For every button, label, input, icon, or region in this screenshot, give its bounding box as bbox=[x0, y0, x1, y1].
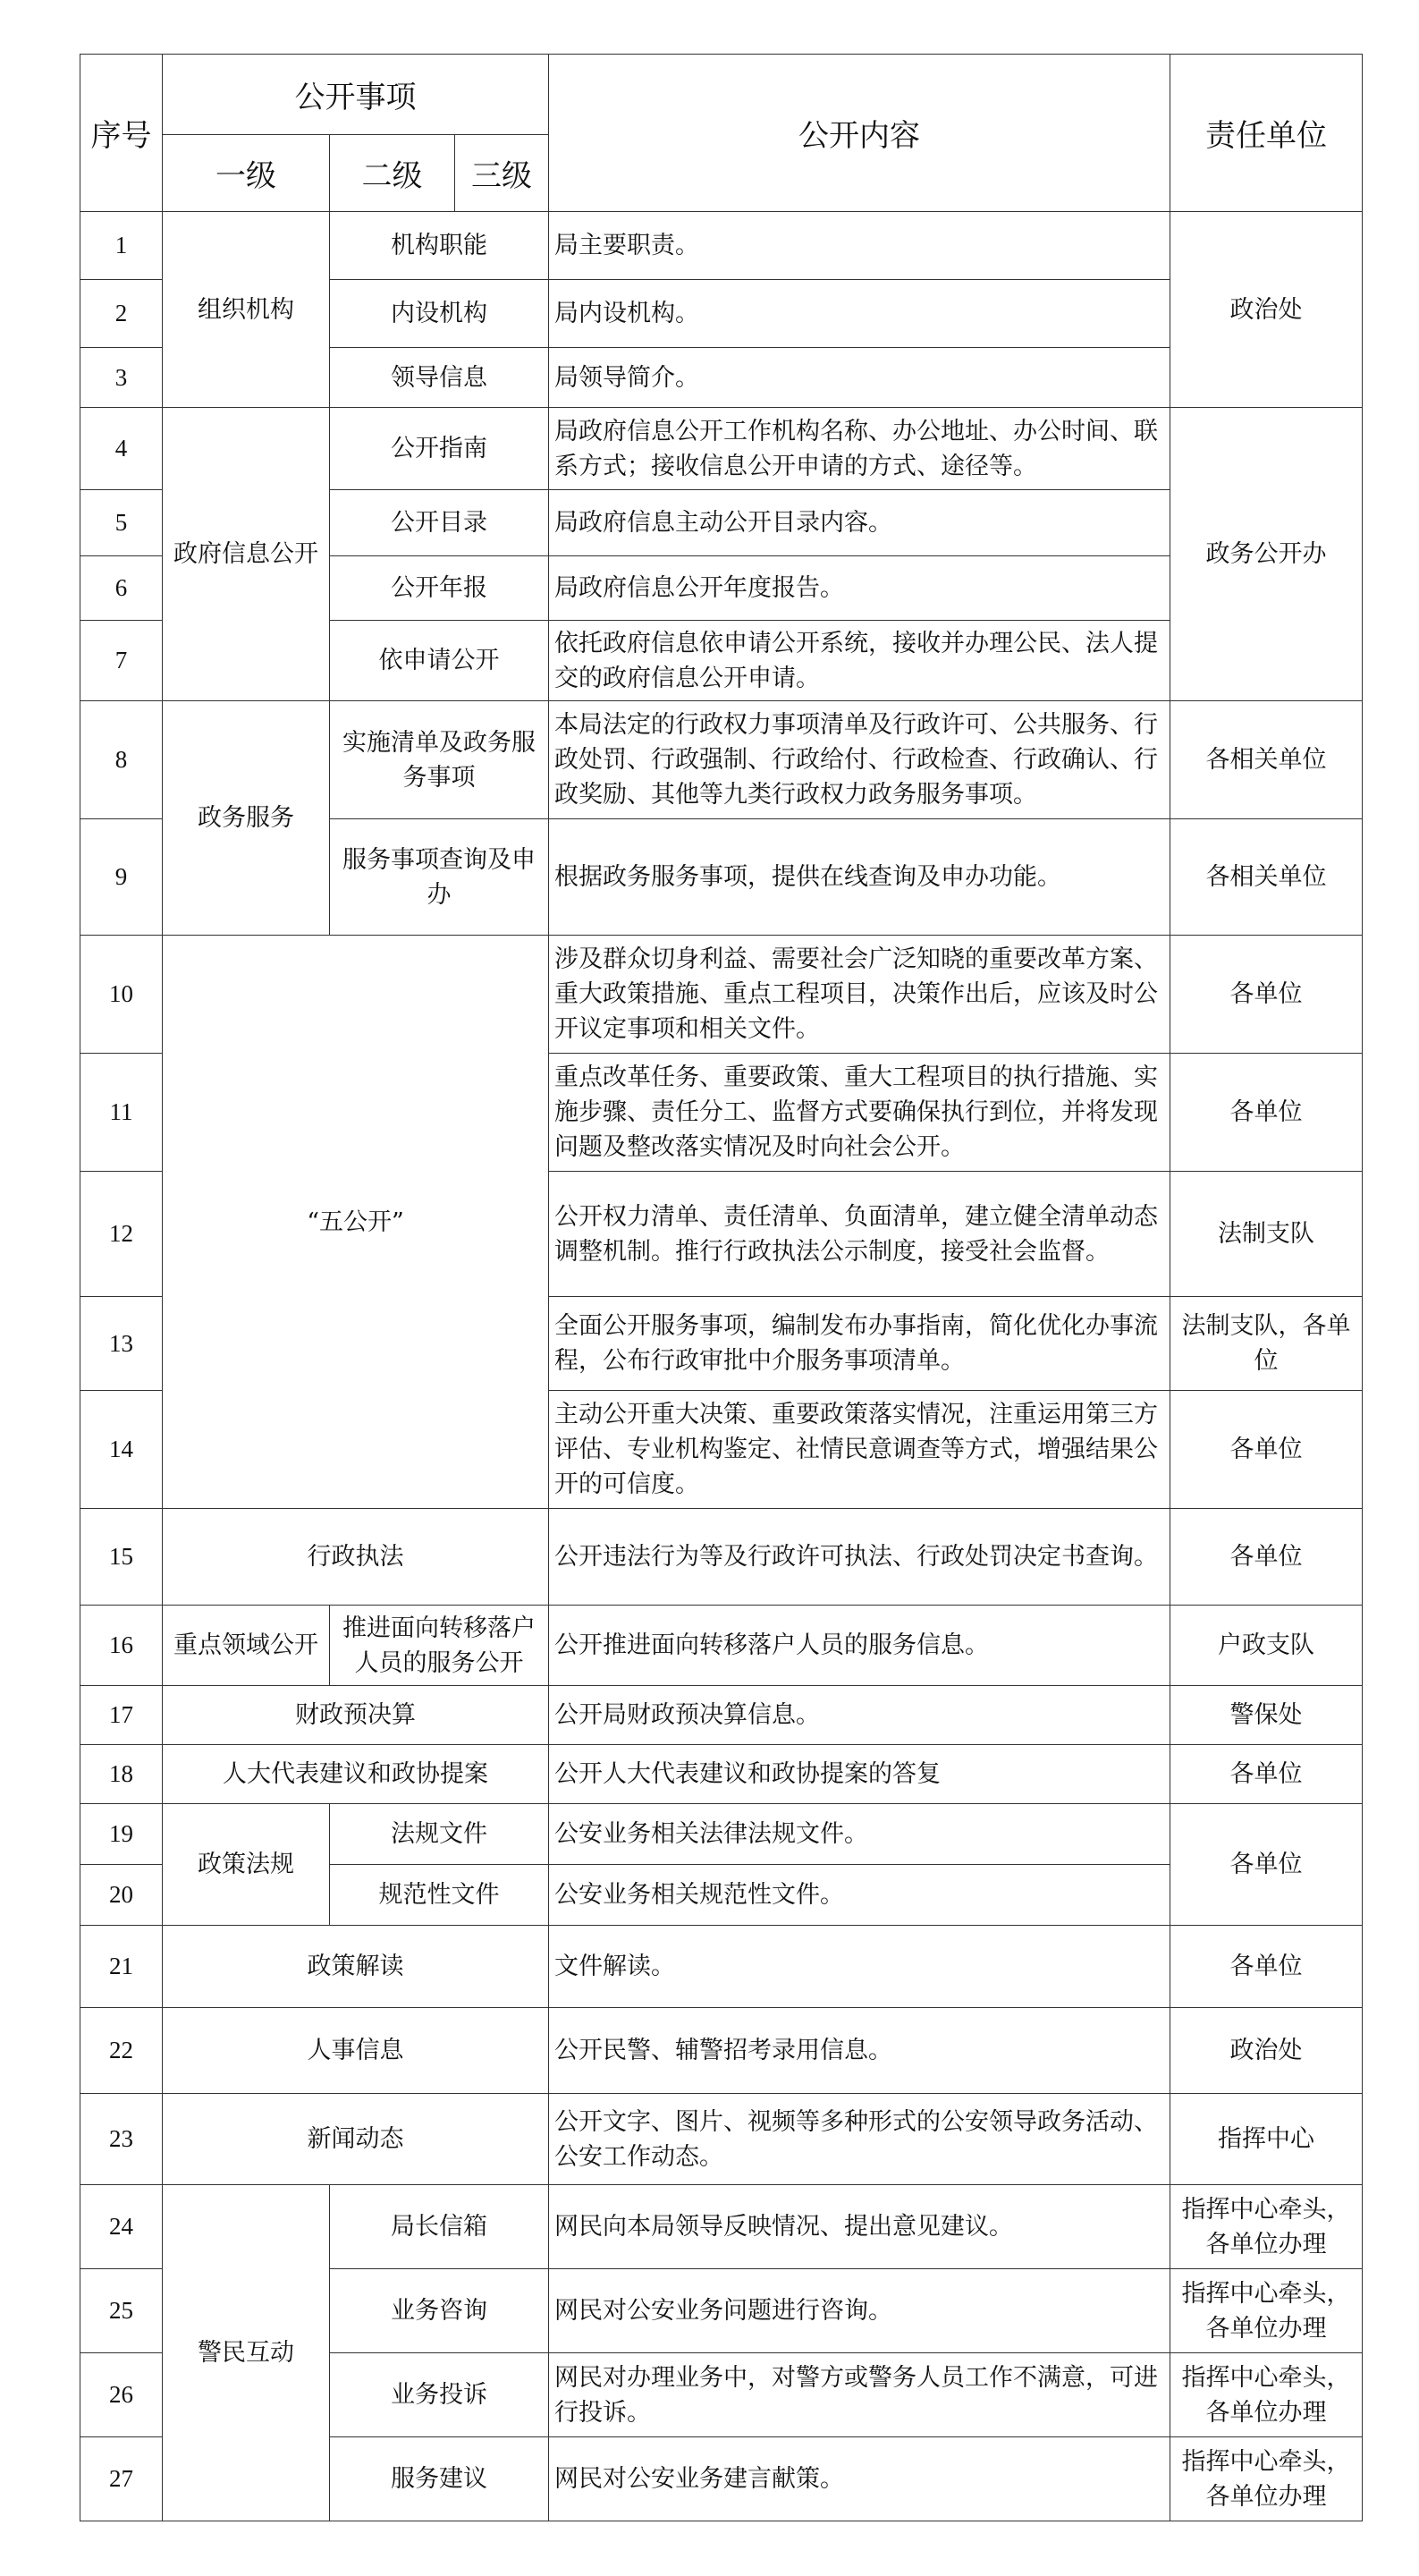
content-cell: 公开人大代表建议和政协提案的答复 bbox=[549, 1745, 1170, 1804]
content-cell: 网民对公安业务建言献策。 bbox=[549, 2437, 1170, 2521]
row-number: 16 bbox=[80, 1606, 163, 1686]
row-number: 12 bbox=[80, 1172, 163, 1297]
row-number: 18 bbox=[80, 1745, 163, 1804]
content-cell: 网民向本局领导反映情况、提出意见建议。 bbox=[549, 2185, 1170, 2269]
header-content: 公开内容 bbox=[549, 55, 1170, 212]
header-matter: 公开事项 bbox=[163, 55, 549, 135]
level2-cell: 内设机构 bbox=[330, 280, 549, 348]
table-row bbox=[80, 1804, 1363, 1865]
level2-cell: 领导信息 bbox=[330, 348, 549, 408]
content-cell: 公开局财政预决算信息。 bbox=[549, 1686, 1170, 1745]
row-number: 4 bbox=[80, 408, 163, 490]
level1-cell: 警民互动 bbox=[163, 2185, 330, 2521]
header-level1: 一级 bbox=[163, 135, 330, 212]
table-row bbox=[80, 1686, 1363, 1745]
level1-cell: 财政预决算 bbox=[163, 1686, 549, 1745]
content-cell: 依托政府信息依申请公开系统，接收并办理公民、法人提交的政府信息公开申请。 bbox=[549, 621, 1170, 701]
unit-cell: 各单位 bbox=[1170, 1804, 1363, 1926]
content-cell: 全面公开服务事项，编制发布办事指南，简化优化办事流程，公布行政审批中介服务事项清单。 bbox=[549, 1297, 1170, 1391]
table-header bbox=[80, 55, 1363, 212]
level1-cell: 人大代表建议和政协提案 bbox=[163, 1745, 549, 1804]
level1-cell: 组织机构 bbox=[163, 212, 330, 408]
content-cell: 网民对办理业务中，对警方或警务人员工作不满意，可进行投诉。 bbox=[549, 2353, 1170, 2437]
level1-cell: 新闻动态 bbox=[163, 2094, 549, 2185]
level2-cell: 依申请公开 bbox=[330, 621, 549, 701]
level2-cell: 公开目录 bbox=[330, 490, 549, 556]
row-number: 21 bbox=[80, 1926, 163, 2008]
content-cell: 重点改革任务、重要政策、重大工程项目的执行措施、实施步骤、责任分工、监督方式要确保执行到位，并将发现问题及整改落实情况及时向社会公开。 bbox=[549, 1054, 1170, 1172]
unit-cell: 各单位 bbox=[1170, 1391, 1363, 1509]
row-number: 14 bbox=[80, 1391, 163, 1509]
content-cell: 局政府信息主动公开目录内容。 bbox=[549, 490, 1170, 556]
table-row bbox=[80, 2008, 1363, 2094]
level2-cell: 服务事项查询及申办 bbox=[330, 819, 549, 936]
row-number: 17 bbox=[80, 1686, 163, 1745]
table-row bbox=[80, 701, 1363, 819]
table-row bbox=[80, 1745, 1363, 1804]
row-number: 11 bbox=[80, 1054, 163, 1172]
level2-cell: 推进面向转移落户人员的服务公开 bbox=[330, 1606, 549, 1686]
level1-cell: 政府信息公开 bbox=[163, 408, 330, 701]
unit-cell: 各相关单位 bbox=[1170, 701, 1363, 819]
row-number: 3 bbox=[80, 348, 163, 408]
row-number: 1 bbox=[80, 212, 163, 280]
content-cell: 局领导简介。 bbox=[549, 348, 1170, 408]
row-number: 19 bbox=[80, 1804, 163, 1865]
level1-cell: 政务服务 bbox=[163, 701, 330, 936]
table-row bbox=[80, 936, 1363, 1054]
disclosure-table bbox=[80, 54, 1363, 2521]
table-row bbox=[80, 1606, 1363, 1686]
level2-cell: 实施清单及政务服务事项 bbox=[330, 701, 549, 819]
level2-cell: 机构职能 bbox=[330, 212, 549, 280]
unit-cell: 指挥中心牵头，各单位办理 bbox=[1170, 2353, 1363, 2437]
content-cell: 公开文字、图片、视频等多种形式的公安领导政务活动、公安工作动态。 bbox=[549, 2094, 1170, 2185]
unit-cell: 户政支队 bbox=[1170, 1606, 1363, 1686]
content-cell: 公安业务相关规范性文件。 bbox=[549, 1865, 1170, 1926]
row-number: 15 bbox=[80, 1509, 163, 1606]
row-number: 24 bbox=[80, 2185, 163, 2269]
unit-cell: 各单位 bbox=[1170, 936, 1363, 1054]
row-number: 10 bbox=[80, 936, 163, 1054]
unit-cell: 政治处 bbox=[1170, 212, 1363, 408]
unit-cell: 指挥中心牵头，各单位办理 bbox=[1170, 2185, 1363, 2269]
content-cell: 公开权力清单、责任清单、负面清单，建立健全清单动态调整机制。推行行政执法公示制度，接受社会监督。 bbox=[549, 1172, 1170, 1297]
header-seq: 序号 bbox=[80, 55, 163, 212]
row-number: 20 bbox=[80, 1865, 163, 1926]
unit-cell: 政治处 bbox=[1170, 2008, 1363, 2094]
row-number: 7 bbox=[80, 621, 163, 701]
content-cell: 局主要职责。 bbox=[549, 212, 1170, 280]
table-row bbox=[80, 1926, 1363, 2008]
row-number: 26 bbox=[80, 2353, 163, 2437]
table-row bbox=[80, 1509, 1363, 1606]
unit-cell: 各单位 bbox=[1170, 1926, 1363, 2008]
content-cell: 局政府信息公开工作机构名称、办公地址、办公时间、联系方式；接收信息公开申请的方式、途径等。 bbox=[549, 408, 1170, 490]
content-cell: 涉及群众切身利益、需要社会广泛知晓的重要改革方案、重大政策措施、重点工程项目，决策作出后，应该及时公开议定事项和相关文件。 bbox=[549, 936, 1170, 1054]
level1-cell: 行政执法 bbox=[163, 1509, 549, 1606]
level1-cell: 政策法规 bbox=[163, 1804, 330, 1926]
level1-cell: 政策解读 bbox=[163, 1926, 549, 2008]
level1-cell: 人事信息 bbox=[163, 2008, 549, 2094]
content-cell: 网民对公安业务问题进行咨询。 bbox=[549, 2269, 1170, 2353]
table-row bbox=[80, 212, 1363, 280]
unit-cell: 法制支队，各单位 bbox=[1170, 1297, 1363, 1391]
unit-cell: 指挥中心牵头，各单位办理 bbox=[1170, 2269, 1363, 2353]
level2-cell: 业务投诉 bbox=[330, 2353, 549, 2437]
level2-cell: 业务咨询 bbox=[330, 2269, 549, 2353]
unit-cell: 各相关单位 bbox=[1170, 819, 1363, 936]
unit-cell: 警保处 bbox=[1170, 1686, 1363, 1745]
level2-cell: 法规文件 bbox=[330, 1804, 549, 1865]
content-cell: 本局法定的行政权力事项清单及行政许可、公共服务、行政处罚、行政强制、行政给付、行政检查、行政确认、行政奖励、其他等九类行政权力政务服务事项。 bbox=[549, 701, 1170, 819]
unit-cell: 政务公开办 bbox=[1170, 408, 1363, 701]
level2-cell: 规范性文件 bbox=[330, 1865, 549, 1926]
content-cell: 局政府信息公开年度报告。 bbox=[549, 556, 1170, 621]
row-number: 27 bbox=[80, 2437, 163, 2521]
level2-cell: 公开指南 bbox=[330, 408, 549, 490]
row-number: 8 bbox=[80, 701, 163, 819]
row-number: 5 bbox=[80, 490, 163, 556]
unit-cell: 各单位 bbox=[1170, 1745, 1363, 1804]
level1-cell: “五公开” bbox=[163, 936, 549, 1509]
content-cell: 公开违法行为等及行政许可执法、行政处罚决定书查询。 bbox=[549, 1509, 1170, 1606]
row-number: 13 bbox=[80, 1297, 163, 1391]
unit-cell: 指挥中心 bbox=[1170, 2094, 1363, 2185]
content-cell: 根据政务服务事项，提供在线查询及申办功能。 bbox=[549, 819, 1170, 936]
table-row bbox=[80, 2094, 1363, 2185]
header-level2: 二级 bbox=[330, 135, 455, 212]
row-number: 23 bbox=[80, 2094, 163, 2185]
header-unit: 责任单位 bbox=[1170, 55, 1363, 212]
level2-cell: 公开年报 bbox=[330, 556, 549, 621]
level2-cell: 局长信箱 bbox=[330, 2185, 549, 2269]
content-cell: 文件解读。 bbox=[549, 1926, 1170, 2008]
content-cell: 公开推进面向转移落户人员的服务信息。 bbox=[549, 1606, 1170, 1686]
unit-cell: 各单位 bbox=[1170, 1509, 1363, 1606]
header-level3: 三级 bbox=[455, 135, 549, 212]
row-number: 6 bbox=[80, 556, 163, 621]
row-number: 9 bbox=[80, 819, 163, 936]
level1-cell: 重点领域公开 bbox=[163, 1606, 330, 1686]
row-number: 25 bbox=[80, 2269, 163, 2353]
content-cell: 公开民警、辅警招考录用信息。 bbox=[549, 2008, 1170, 2094]
unit-cell: 各单位 bbox=[1170, 1054, 1363, 1172]
content-cell: 主动公开重大决策、重要政策落实情况，注重运用第三方评估、专业机构鉴定、社情民意调查等方式，增强结果公开的可信度。 bbox=[549, 1391, 1170, 1509]
unit-cell: 指挥中心牵头，各单位办理 bbox=[1170, 2437, 1363, 2521]
level2-cell: 服务建议 bbox=[330, 2437, 549, 2521]
table-row bbox=[80, 2185, 1363, 2269]
table-row bbox=[80, 408, 1363, 490]
row-number: 2 bbox=[80, 280, 163, 348]
unit-cell: 法制支队 bbox=[1170, 1172, 1363, 1297]
row-number: 22 bbox=[80, 2008, 163, 2094]
content-cell: 公安业务相关法律法规文件。 bbox=[549, 1804, 1170, 1865]
content-cell: 局内设机构。 bbox=[549, 280, 1170, 348]
